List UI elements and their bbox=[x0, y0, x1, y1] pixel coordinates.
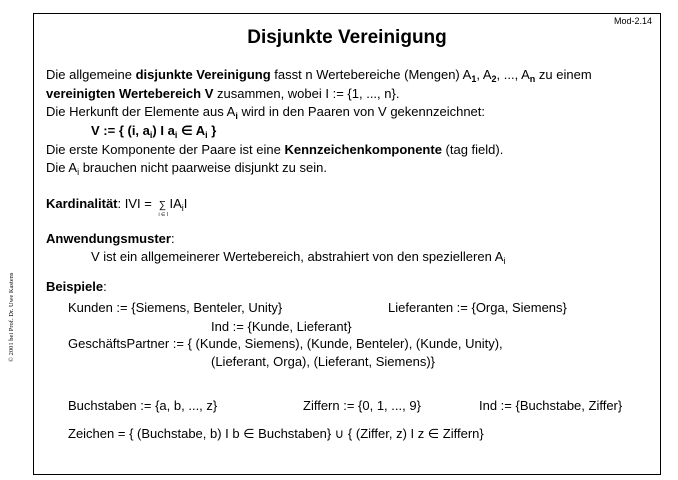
example-zeichen: Zeichen = { (Buchstabe, b) I b ∈ Buchstaben} ∪ { (Ziffer, z) I z ∈ Ziffern} bbox=[68, 426, 484, 441]
intro-line-6: Die $A_i$ brauchen nicht paarweise disjunkt zu sein. bbox=[46, 160, 327, 177]
examples-heading: Beispiele: bbox=[46, 279, 107, 294]
example-geschaeftspartner-1: GeschäftsPartner := { (Kunde, Siemens), (Kunde, Benteler), (Kunde, Unity), bbox=[68, 336, 503, 351]
example-ind-2: Ind := {Buchstabe, Ziffer} bbox=[479, 398, 623, 413]
usage-text: V ist ein allgemeinerer Wertebereich, abstrahiert von den spezielleren $A_i$ bbox=[91, 249, 506, 266]
formula-v: V := { (i, $a_i$) I $a_i$ ∈ $A_i$ } bbox=[91, 123, 217, 140]
page-title: Disjunkte Vereinigung bbox=[247, 27, 447, 48]
module-number: Mod-2.14 bbox=[613, 16, 652, 26]
example-ziffern: Ziffern := {0, 1, ..., 9} bbox=[303, 398, 421, 413]
intro-line-3: Die Herkunft der Elemente aus $A_i$ wird in den Paaren von V gekennzeichnet: bbox=[46, 104, 486, 121]
usage-heading: Anwendungsmuster: bbox=[46, 231, 175, 246]
copyright-note: © 2001 bei Prof. Dr. Uwe Kastens bbox=[8, 272, 15, 362]
intro-line-1: Die allgemeine disjunkte Vereinigung fasst n Wertebereiche (Mengen) $A_1$, $A_2$, ..., $A_n$ zu einem bbox=[46, 67, 592, 84]
intro-line-5: Die erste Komponente der Paare ist eine Kennzeichenkomponente (tag field). bbox=[46, 142, 504, 157]
example-buchstaben: Buchstaben := {a, b, ..., z} bbox=[68, 398, 218, 413]
example-geschaeftspartner-2: (Lieferant, Orga), (Lieferant, Siemens)} bbox=[211, 354, 435, 369]
sum-symbol: ∑ i ∈ I bbox=[158, 200, 169, 218]
intro-line-2: vereinigten Wertebereich V zusammen, wobei I := {1, ..., n}. bbox=[46, 86, 400, 101]
example-lieferanten: Lieferanten := {Orga, Siemens} bbox=[388, 300, 567, 315]
cardinality-line: Kardinalität: IVI = ∑ i ∈ I $IA_iI$ bbox=[46, 196, 188, 218]
example-ind-1: Ind := {Kunde, Lieferant} bbox=[211, 319, 352, 334]
example-kunden: Kunden := {Siemens, Benteler, Unity} bbox=[68, 300, 283, 315]
